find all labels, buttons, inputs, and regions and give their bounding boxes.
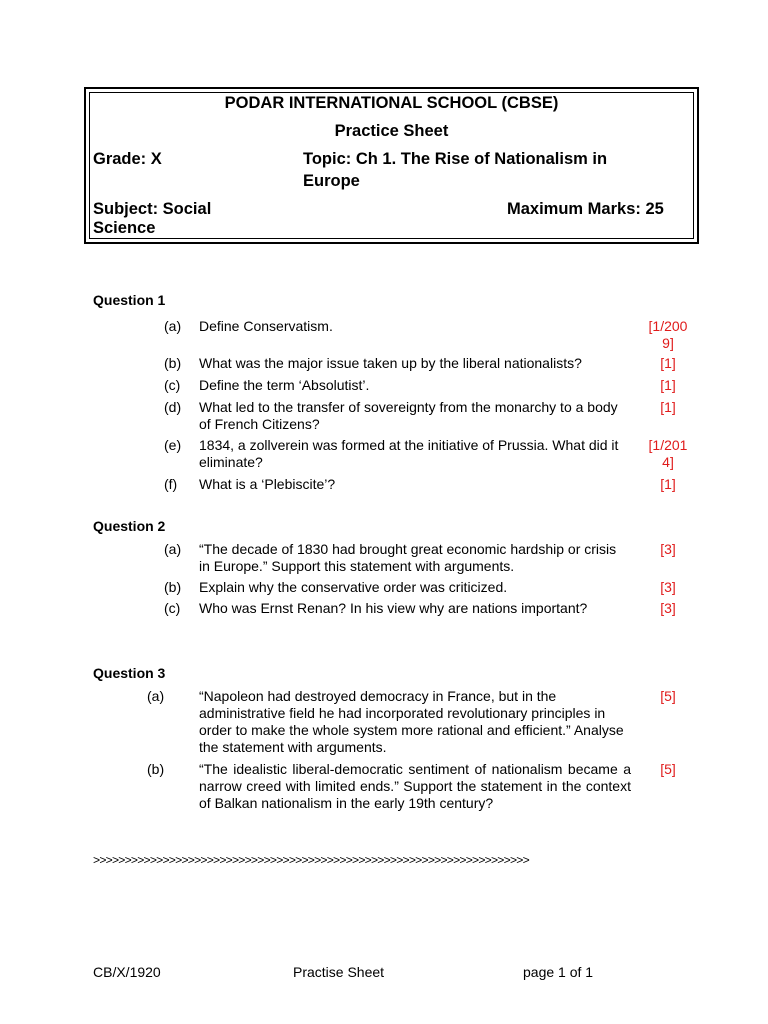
footer-title: Practise Sheet [293, 964, 385, 980]
q2-b-text: Explain why the conservative order was criticized. [199, 579, 508, 595]
q2-c-text: Who was Ernst Renan? In his view why are nations important? [199, 600, 588, 616]
subject-line-2: Science [93, 219, 156, 237]
separator-line: >>>>>>>>>>>>>>>>>>>>>>>>>>>>>>>>>>>>>>>>>>>>>>>>>>>>>>>>>>>>>>>>>>>>> [93, 853, 529, 867]
q1-d-label: (d) [164, 399, 182, 415]
q1-c-mark: [1] [660, 377, 676, 393]
q1-f-mark: [1] [660, 476, 676, 492]
q1-d-mark: [1] [660, 399, 676, 415]
question-1-title: Question 1 [93, 292, 166, 308]
topic-line-2: Europe [303, 172, 360, 190]
sheet-title: Practice Sheet [334, 122, 449, 140]
q1-e-label: (e) [164, 437, 182, 453]
q1-d-text: What led to the transfer of sovereignty from the monarchy to a body of French Citizens? [199, 399, 618, 432]
q3-b-label: (b) [147, 761, 165, 777]
q1-b-text: What was the major issue taken up by the liberal nationalists? [199, 355, 582, 371]
q3-b-text: “The idealistic liberal-democratic sentiment of nationalism became a narrow creed with limited ends.” Support the statement in the context of Balkan nationalism in the early 19th century? [199, 761, 631, 811]
q3-a-mark: [5] [660, 688, 676, 704]
q2-c-mark: [3] [660, 600, 676, 616]
q2-b-label: (b) [164, 579, 182, 595]
q1-a-label: (a) [164, 318, 182, 334]
q2-b-mark: [3] [660, 579, 676, 595]
topic-line-1: Topic: Ch 1. The Rise of Nationalism in [303, 150, 608, 168]
footer-code: CB/X/1920 [93, 964, 161, 980]
q2-a-label: (a) [164, 541, 182, 557]
q1-c-text: Define the term ‘Absolutist’. [199, 377, 370, 393]
max-marks: Maximum Marks: 25 [507, 200, 664, 218]
q1-e-mark: [1/2014] [648, 437, 688, 470]
q2-c-label: (c) [164, 600, 181, 616]
q1-c-label: (c) [164, 377, 181, 393]
q2-a-text: “The decade of 1830 had brought great economic hardship or crisis in Europe.” Support this statement with arguments. [199, 541, 617, 574]
q1-a-text: Define Conservatism. [199, 318, 333, 334]
q3-b-mark: [5] [660, 761, 676, 777]
q1-a-mark: [1/2009] [648, 318, 688, 351]
grade-label: Grade: X [93, 150, 162, 168]
question-3-title: Question 3 [93, 665, 166, 681]
q1-f-label: (f) [164, 476, 178, 492]
q3-a-text: “Napoleon had destroyed democracy in France, but in the administrative field he had incorporated revolutionary principles in order to make the whole system more rational and efficient.” Analyse the statement with arguments. [199, 688, 624, 755]
question-2-title: Question 2 [93, 518, 166, 534]
q1-b-label: (b) [164, 355, 182, 371]
q1-b-mark: [1] [660, 355, 676, 371]
subject-line-1: Subject: Social [93, 200, 212, 218]
q1-f-text: What is a ‘Plebiscite’? [199, 476, 336, 492]
footer-page: page 1 of 1 [523, 964, 594, 980]
school-name: PODAR INTERNATIONAL SCHOOL (CBSE) [224, 94, 559, 112]
q1-e-text: 1834, a zollverein was formed at the initiative of Prussia. What did it eliminate? [199, 437, 619, 470]
q3-a-label: (a) [147, 688, 165, 704]
q2-a-mark: [3] [660, 541, 676, 557]
